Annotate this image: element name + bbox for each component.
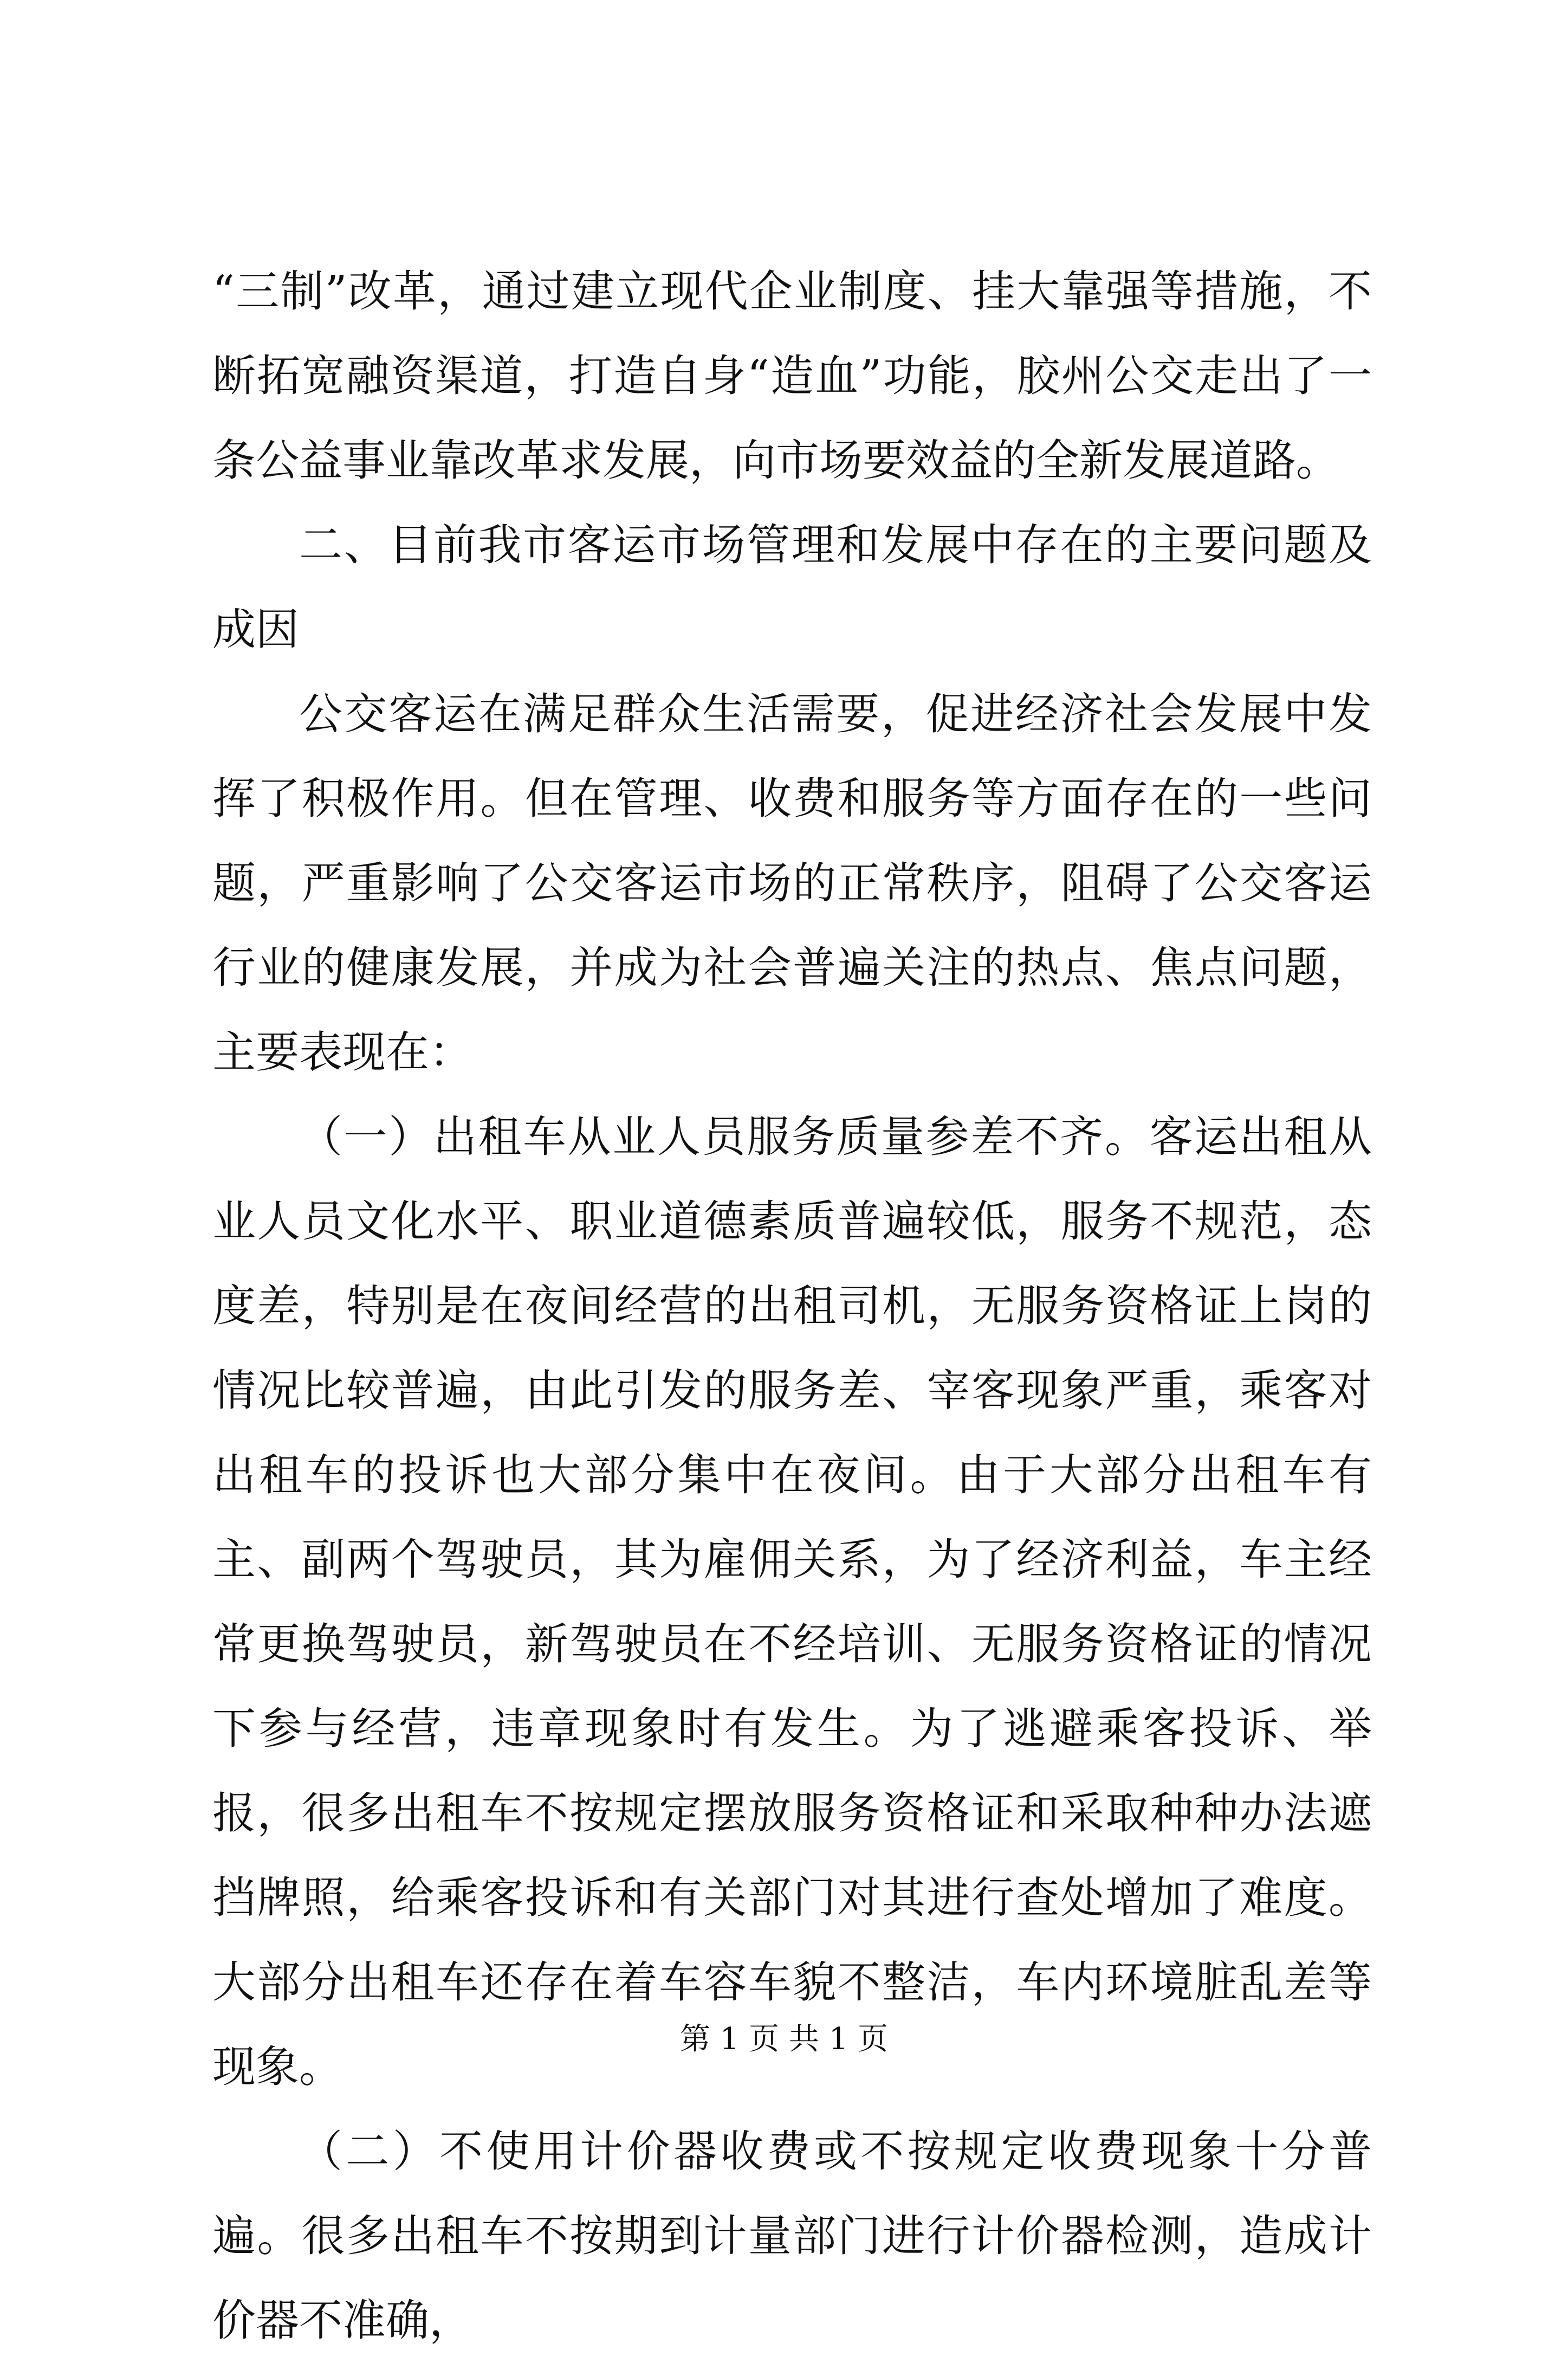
section-heading: 二、目前我市客运市场管理和发展中存在的主要问题及成因 (212, 520, 1372, 655)
paragraph-intro: 公交客运在满足群众生活需要，促进经济社会发展中发挥了积极作用。但在管理、收费和服务等方面存在的一些问题，严重影响了公交客运市场的正常秩序，阻碍了公交客运行业的健康发展，并成为社会普遍关注的热点、焦点问题，主要表现在： (212, 689, 1372, 1077)
paragraph-continuation: “三制”改革，通过建立现代企业制度、挂大靠强等措施，不断拓宽融资渠道，打造自身“造血”功能，胶州公交走出了一条公益事业靠改革求发展，向市场要效益的全新发展道路。 (212, 266, 1372, 486)
page-number-footer: 第 1 页 共 1 页 (679, 2022, 889, 2057)
paragraph-item-two: （二）不使用计价器收费或不按规定收费现象十分普遍。很多出租车不按期到计量部门进行计价器检测，造成计价器不准确， (212, 2126, 1372, 2346)
paragraph-item-one: （一）出租车从业人员服务质量参差不齐。客运出租从业人员文化水平、职业道德素质普遍较低，服务不规范，态度差，特别是在夜间经营的出租司机，无服务资格证上岗的情况比较普遍，由此引发的服务差、宰客现象严重，乘客对出租车的投诉也大部分集中在夜间。由于大部分出租车有主、副两个驾驶员，其为雇佣关系，为了经济利益，车主经常更换驾驶员，新驾驶员在不经培训、无服务资格证的情况下参与经营，违章现象时有发生。为了逃避乘客投诉、举报，很多出租车不按规定摆放服务资格证和采取种种办法遮挡牌照，给乘客投诉和有关部门对其进行查处增加了难度。大部分出租车还存在着车容车貌不整洁，车内环境脏乱差等现象。 (212, 1112, 1372, 2092)
